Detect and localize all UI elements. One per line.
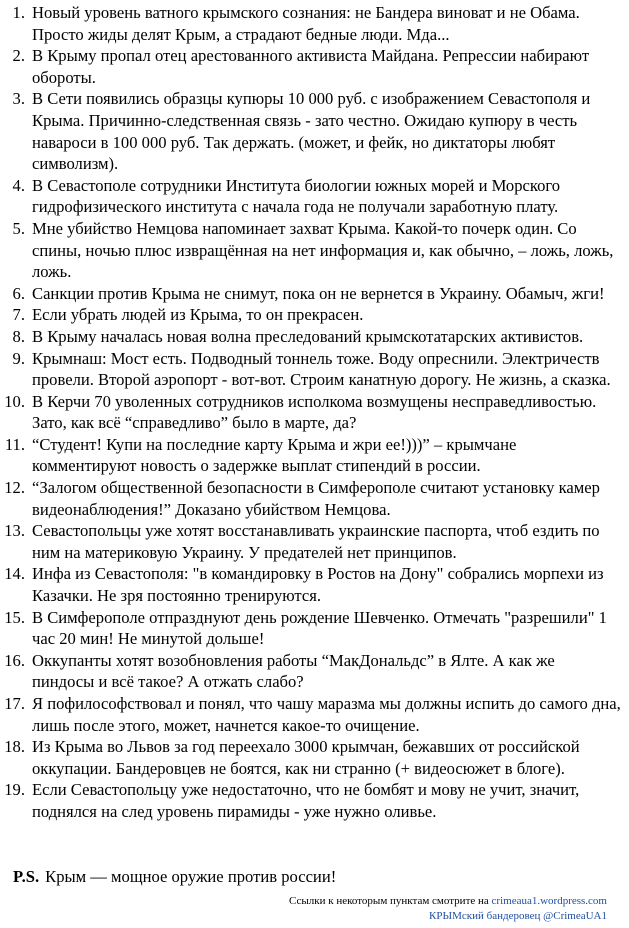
item-number: 6. [12, 283, 25, 303]
item-text: Я пофилософствовал и понял, что чашу маразма мы должны испить до самого дна, лишь после этого, может, начнется какое-то очищение. [32, 694, 621, 735]
item-number: 16. [4, 650, 25, 670]
list-item [0, 304, 629, 326]
item-number: 12. [4, 478, 25, 498]
item-text: Если Севастопольцу уже недостаточно, что не бомбят и мову не учит, значит, поднялся на след уровень пирамиды - уже нужно оливье. [32, 780, 580, 821]
author-signature: КРЫМский бандеровец @CrimeaUA1 [429, 910, 607, 922]
list-item [0, 736, 629, 779]
list-item [0, 434, 629, 477]
item-text: Инфа из Севастополя: "в командировку в Ростов на Дону" собрались морпехи из Казачки. Не зря постоянно тренируются. [32, 564, 604, 606]
item-text: Санкции против Крыма не снимут, пока он не вернется в Украину. Обамыч, жги! [32, 283, 605, 303]
list-item [0, 520, 629, 563]
item-text: Из Крыма во Львов за год переехало 3000 крымчан, бежавших от российской оккупации. Бандеровцев не боятся, как ни странно (+ видеосюжет в блоге). [32, 737, 580, 778]
list-item [0, 650, 629, 693]
list-item [0, 326, 629, 348]
list-item [0, 348, 629, 391]
item-text: В Симферополе отпразднуют день рождение Шевченко. Отмечать "разрешили" 1 час 20 мин! Не минутой дольше! [32, 607, 607, 649]
list-item [0, 779, 629, 822]
item-number: 4. [12, 175, 25, 195]
item-number: 18. [4, 737, 25, 757]
item-text: Новый уровень ватного крымского сознания: не Бандера виноват и не Обама. Просто жиды делят Крым, а страдают бедные люди. Мда... [32, 3, 580, 44]
item-text: Мне убийство Немцова напоминает захват Крыма. Какой-то почерк один. Со спины, ночью плюс извращённая на нет информация и, как обычно, – ложь, ложь, ложь. [32, 218, 614, 282]
credits-prefix: Ссылки к некоторым пунктам смотрите на [289, 895, 489, 907]
item-text: Крымнаш: Мост есть. Подводный тоннель тоже. Воду опреснили. Электричеств провели. Второй аэропорт - вот-вот. Строим канатную дорогу. Не жизнь, а сказка. [32, 348, 611, 390]
item-number: 11. [4, 434, 25, 454]
list-item [0, 175, 629, 218]
list-item [0, 283, 629, 305]
item-text: “Залогом общественной безопасности в Симферополе считают установку камер видеонаблюдения!” Доказано убийством Немцова. [32, 478, 600, 519]
blog-link[interactable]: crimeaua1.wordpress.com [491, 895, 607, 907]
item-text: Севастопольцы уже хотят восстанавливать украинские паспорта, чтоб ездить по ним на материковую Украину. У предателей нет принципов. [32, 521, 600, 562]
item-number: 9. [12, 348, 25, 368]
item-text: В Севастополе сотрудники Института биологии южных морей и Морского гидрофизического института с начала года не получали заработную плату. [32, 175, 561, 217]
list-item [0, 607, 629, 650]
item-number: 10. [4, 391, 25, 411]
item-text: Оккупанты хотят возобновления работы “МакДональдс” в Ялте. А как же пиндосы и всё такое? А отжать слабо? [32, 650, 555, 692]
list-item [0, 218, 629, 283]
credits-line [289, 894, 607, 909]
item-number: 3. [12, 89, 25, 109]
item-number: 14. [4, 564, 25, 584]
item-text: В Крыму пропал отец арестованного активиста Майдана. Репрессии набирают обороты. [32, 46, 590, 87]
list-item [0, 477, 629, 520]
item-text: В Крыму началась новая волна преследований крымскотатарских активистов. [32, 326, 584, 346]
credits [289, 894, 607, 924]
postscript-label: P.S. [13, 867, 40, 886]
item-number: 13. [4, 521, 25, 541]
list-item [0, 693, 629, 736]
item-number: 8. [12, 326, 25, 346]
item-number: 19. [4, 780, 25, 800]
news-list [0, 2, 629, 823]
item-text: “Студент! Купи на последние карту Крыма и жри ее!)))” – крымчане комментируют новость о задержке выплат стипендий в россии. [32, 434, 517, 476]
item-text: В Сети появились образцы купюры 10 000 руб. с изображением Севастополя и Крыма. Причинно-следственная связь - зато честно. Ожидаю купюру в честь навароси в 100 000 руб. Так держать. (может, и фейк, но диктаторы любят символизм). [32, 89, 591, 174]
item-text: Если убрать людей из Крыма, то он прекрасен. [32, 305, 364, 325]
item-text: В Керчи 70 уволенных сотрудников исполкома возмущены несправедливостью. Зато, как всё “справедливо” было в марте, да? [32, 391, 597, 433]
item-number: 7. [12, 305, 25, 325]
list-item [0, 563, 629, 606]
item-number: 15. [4, 607, 25, 627]
item-number: 17. [4, 694, 25, 713]
item-number: 2. [12, 46, 25, 66]
list-item [0, 88, 629, 174]
list-item [0, 45, 629, 88]
postscript-text: Крым — мощное оружие против россии! [45, 867, 337, 886]
item-number: 1. [12, 3, 25, 22]
list-item [0, 2, 629, 45]
list-item [0, 391, 629, 434]
item-number: 5. [12, 218, 25, 238]
postscript [13, 866, 336, 888]
